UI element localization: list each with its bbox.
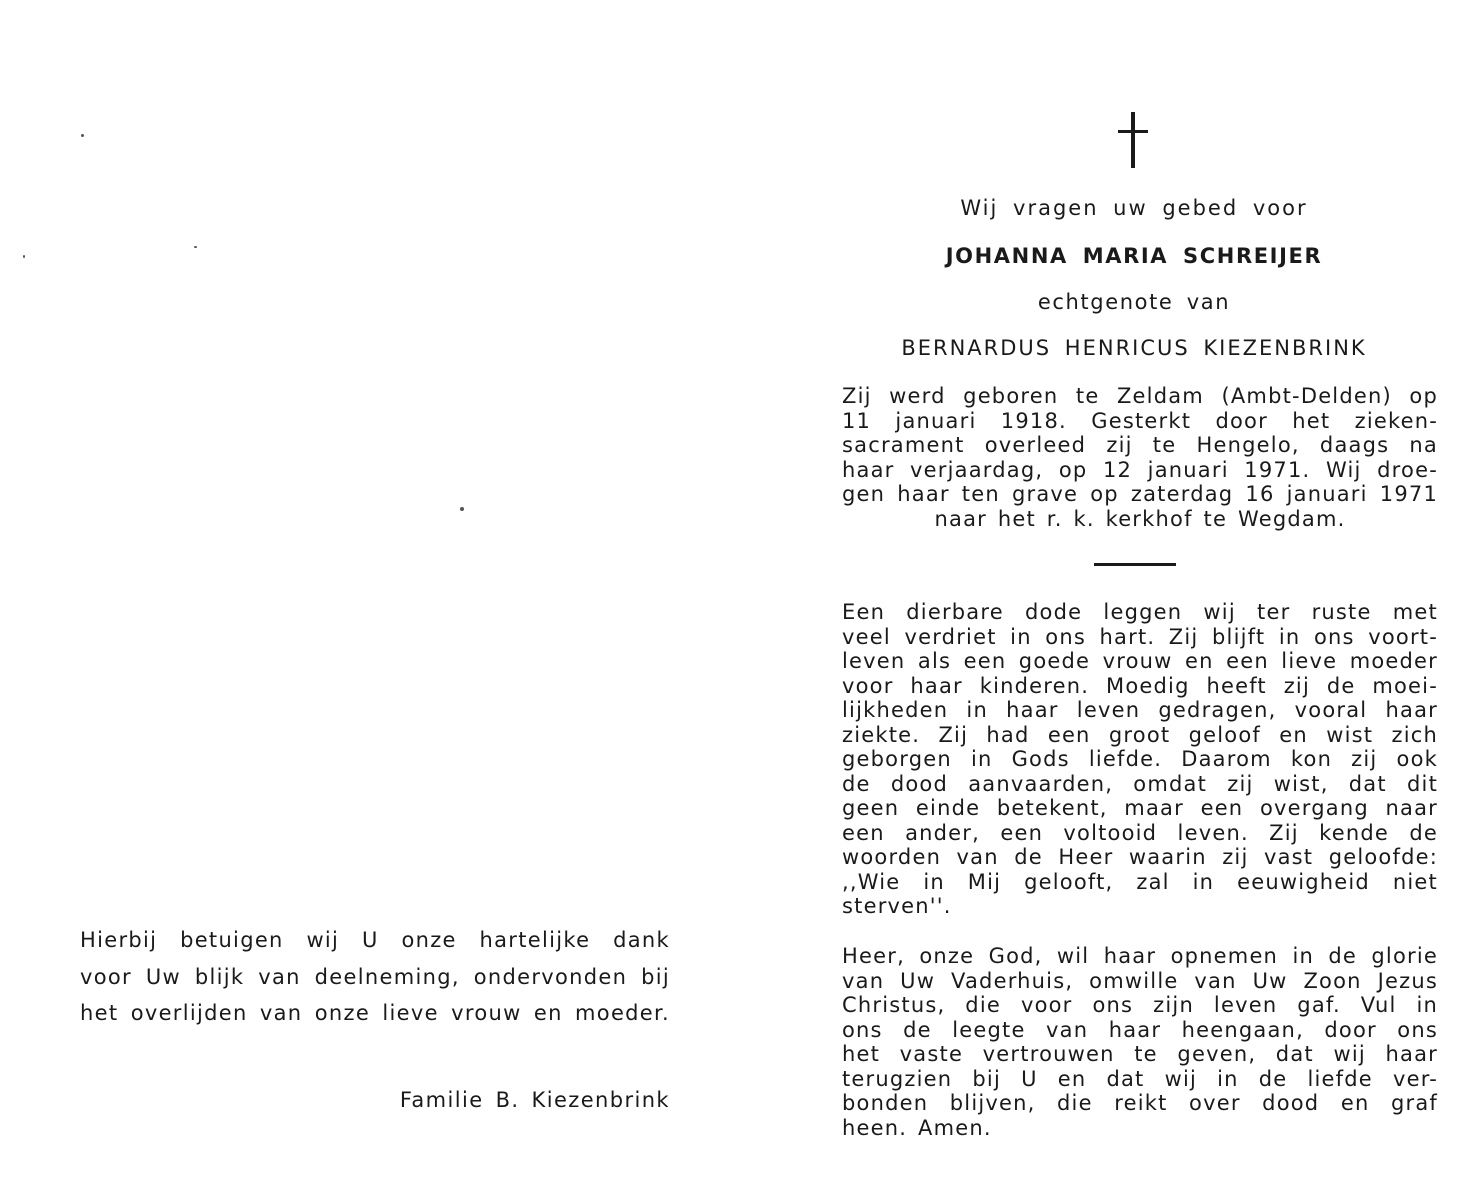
biography-line: haar verjaardag, op 12 januari 1971. Wij droe- bbox=[842, 457, 1438, 482]
thanks-line: voor Uw blijk van deelneming, ondervonden bij bbox=[80, 964, 670, 989]
spouse-name: BERNARDUS HENRICUS KIEZENBRINK bbox=[901, 336, 1367, 360]
cross-vertical bbox=[1131, 112, 1135, 168]
thanks-text bbox=[80, 922, 670, 1032]
reflection-paragraph bbox=[842, 600, 1438, 919]
spouse-label: echtgenote van bbox=[1037, 290, 1231, 314]
reflection-line: sterven''. bbox=[842, 894, 952, 918]
reflection-line: een ander, een voltooid leven. Zij kende de bbox=[842, 820, 1438, 845]
reflection-line: ,,Wie in Mij gelooft, zal in eeuwigheid niet bbox=[842, 869, 1438, 894]
reflection-line: Een dierbare dode leggen wij ter ruste met bbox=[842, 600, 1438, 624]
reflection-line: woorden van de Heer waarin zij vast geloofde: bbox=[842, 845, 1438, 869]
reflection-line: lijkheden in haar leven gedragen, vooral haar bbox=[842, 698, 1438, 722]
reflection-line: de dood aanvaarden, omdat zij wist, dat dit bbox=[842, 771, 1438, 796]
biography-line: gen haar ten grave op zaterdag 16 januari 1971 bbox=[842, 482, 1438, 506]
reflection-line: veel verdriet in ons hart. Zij blijft in ons voort- bbox=[842, 624, 1438, 649]
speck-mark bbox=[460, 507, 464, 511]
reflection-line: voor haar kinderen. Moedig heeft zij de moei- bbox=[842, 673, 1438, 698]
prayer-line: ons de leegte van haar heengaan, door ons bbox=[842, 1017, 1438, 1042]
reflection-line: ziekte. Zij had een groot geloof en wist zich bbox=[842, 722, 1438, 747]
speck-mark bbox=[23, 255, 25, 258]
reflection-line: geen einde betekent, maar een overgang naar bbox=[842, 796, 1438, 820]
biography-line: 11 januari 1918. Gesterkt door het zieken- bbox=[842, 408, 1438, 433]
thanks-line: Hierbij betuigen wij U onze hartelijke dank bbox=[80, 928, 670, 952]
prayer-line: Christus, die voor ons zijn leven gaf. Vul in bbox=[842, 993, 1438, 1017]
prayer-line: het vaste vertrouwen te geven, dat wij haar bbox=[842, 1042, 1438, 1066]
speck-mark bbox=[81, 134, 84, 137]
prayer-line: Heer, onze God, wil haar opnemen in de glorie bbox=[842, 944, 1438, 968]
closing-prayer bbox=[842, 944, 1438, 1140]
prayer-line: heen. Amen. bbox=[842, 1115, 992, 1140]
cross-horizontal bbox=[1118, 130, 1148, 133]
prayer-line: van Uw Vaderhuis, omwille van Uw Zoon Jezus bbox=[842, 968, 1438, 993]
right-panel bbox=[730, 0, 1463, 1200]
family-signature: Familie B. Kiezenbrink bbox=[399, 1088, 670, 1112]
deceased-name: JOHANNA MARIA SCHREIJER bbox=[945, 244, 1323, 268]
prayer-line: bonden blijven, die reikt over dood en graf bbox=[842, 1091, 1438, 1115]
thanks-line: het overlijden van onze lieve vrouw en moeder. bbox=[80, 1001, 670, 1025]
speck-mark bbox=[194, 246, 197, 248]
biography bbox=[842, 384, 1438, 531]
prayer-line: terugzien bij U en dat wij in de liefde ver- bbox=[842, 1066, 1438, 1091]
left-panel bbox=[0, 0, 730, 1200]
reflection-line: geborgen in Gods liefde. Daarom kon zij ook bbox=[842, 747, 1438, 771]
prayer-request-intro: Wij vragen uw gebed voor bbox=[960, 196, 1308, 220]
biography-line: sacrament overleed zij te Hengelo, daags na bbox=[842, 433, 1438, 457]
reflection-line: leven als een goede vrouw en een lieve moeder bbox=[842, 649, 1438, 673]
biography-line: Zij werd geboren te Zeldam (Ambt-Delden) op bbox=[842, 384, 1438, 408]
section-divider bbox=[1094, 563, 1176, 566]
biography-line: naar het r. k. kerkhof te Wegdam. bbox=[934, 506, 1346, 531]
